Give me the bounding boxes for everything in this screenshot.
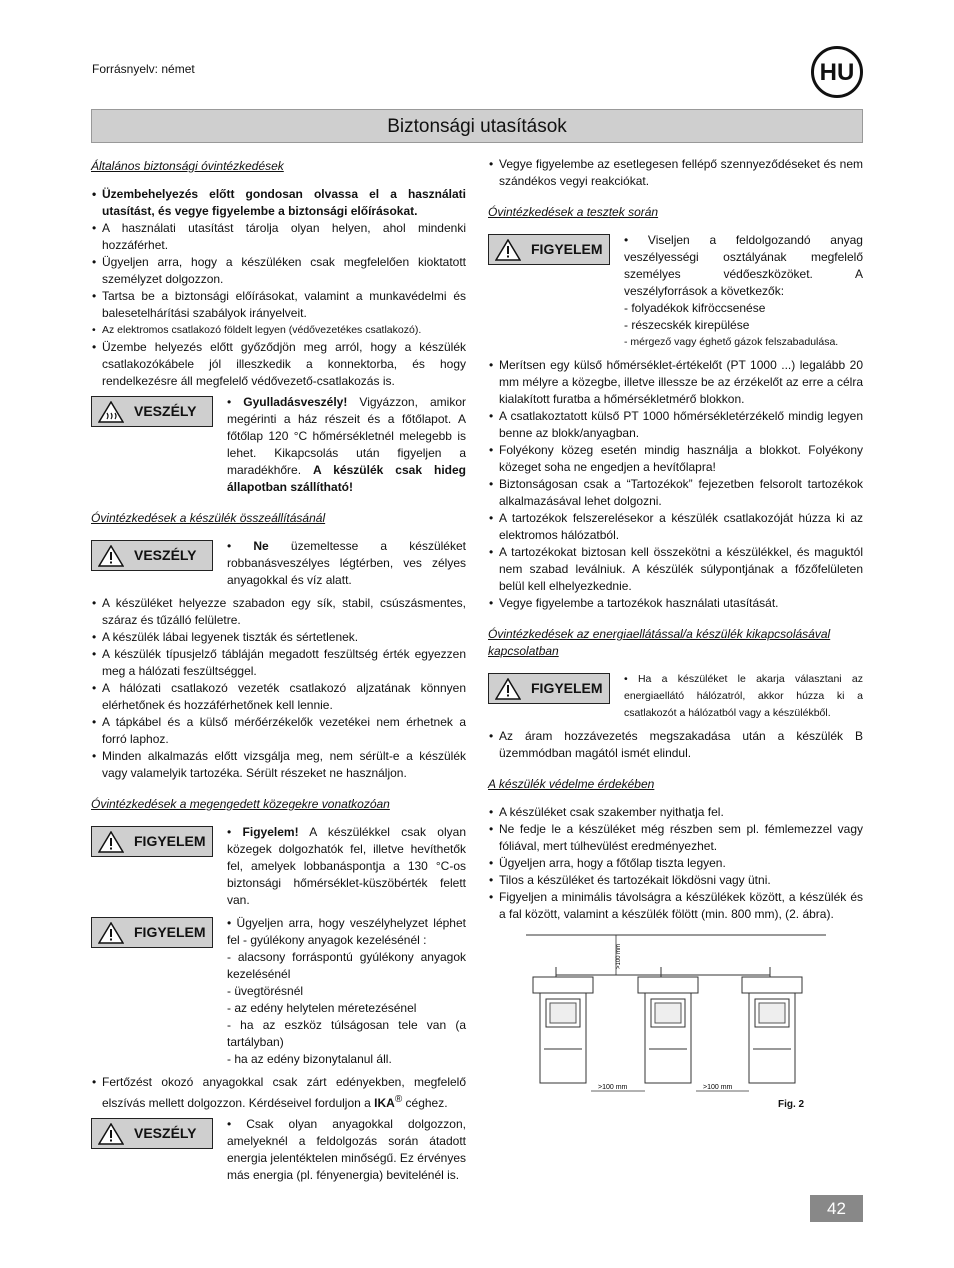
danger-notice xyxy=(91,394,466,496)
section-heading: Óvintézkedések a megengedett közegekre vonatkozóan xyxy=(91,797,390,811)
left-column xyxy=(91,156,466,1190)
list-item xyxy=(91,1074,466,1112)
list-item: • Tilos a készüléket és tartozékait lökdösni vagy ütni. xyxy=(488,872,863,889)
warning-notice xyxy=(91,824,466,909)
bullet-list xyxy=(91,1074,466,1112)
warning-label-text: FIGYELEM xyxy=(531,241,603,257)
danger-notice xyxy=(91,1116,466,1184)
danger-text: • Ne üzemeltesse a készüléket robbanásveszélyes légtérben, ves zélyes anyagokkal és víz alatt. xyxy=(227,539,466,587)
danger-label-text: VESZÉLY xyxy=(134,403,197,419)
exclamation-warning-icon xyxy=(98,922,124,944)
list-item: • Ne fedje le a készüléket még részben sem pl. fémlemezzel vagy fóliával, mert túlhevülést eredményezhet. xyxy=(488,821,863,855)
warning-body: Viseljen a feldolgozandó anyag veszélyességi osztályának megfelelő személyes védőeszközöket. A veszélyforrások a következők: xyxy=(624,233,863,298)
danger-label xyxy=(91,1118,213,1149)
section-heading: Óvintézkedések a készülék összeállításánál xyxy=(91,511,326,525)
warning-text: • Ügyeljen arra, hogy veszélyhelyzet léphet fel - gyúlékony anyagok kezelésénél : - alacsony forráspontú gyúlékony anyagok kezelésénél - üvegtörésnél - az edény helytelen méretezésénel - ha az eszköz túlságosan tele van (a tartályban) - ha az edény bizonytalanul áll. xyxy=(227,916,466,1066)
warning-body: A készülékkel csak olyan közegek dolgozhatók fel, illetve hevíthetők fel, amelyek lobbanáspontja a 130 °C-os biztonsági hőmérséklet-küszöbérték felett van. xyxy=(227,825,466,907)
sub-item: - ha az eszköz túlságosan tele van (a tartályban) xyxy=(227,1018,466,1049)
list-item: • A hálózati csatlakozó vezeték csatlakozó aljzatának könnyen elérhetőnek és hozzáférhetőnek kell lennie. xyxy=(91,680,466,714)
exclamation-warning-icon xyxy=(495,678,521,700)
sub-item: - ha az edény bizonytalanul áll. xyxy=(227,1052,392,1066)
page-number: 42 xyxy=(810,1195,863,1222)
list-item: • A készülék típusjelző tábláján megadott feszültség érték egyezzen meg a hálózati feszültséggel. xyxy=(91,646,466,680)
dim-right-label: >100 mm xyxy=(703,1084,733,1091)
exclamation-warning-icon xyxy=(98,831,124,853)
danger-notice xyxy=(91,538,466,589)
danger-body: Vigyázzon, amikor megérinti a ház részeit és a főtőlapot. A főtőlap 120 °C hőmérsékletnél melegebb is lehet. Kikapcsolás után figyeljen a maradékhőre. xyxy=(227,395,466,477)
bullet-list xyxy=(488,357,863,612)
list-item: • Az áram hozzávezetés megszakadása után a készülék B üzemmódban magától ismét elindul. xyxy=(488,728,863,762)
danger-label-text: VESZÉLY xyxy=(134,547,197,563)
danger-body: Csak olyan anyagokkal dolgozzon, amelyeknél a feldolgozás során átadott energia jelentéktelen minőségű. Ez érvényes más energia (pl. fényenergia) bevitelénél is. xyxy=(227,1117,466,1182)
list-item: • Merítsen egy külső hőmérséklet-értékelőt (PT 1000 ...) legalább 20 mm mélyre a közegbe, illetve illessze be az érzékelőt az erre a célra kialakított furatba a hőmérsékletmérő blokkon. xyxy=(488,357,863,408)
list-item: • A csatlakoztatott külső PT 1000 hőmérsékletérzékelő mindig legyen benne az blokk/anyagban. xyxy=(488,408,863,442)
danger-label xyxy=(91,540,213,571)
source-language-note: Forrásnyelv: német xyxy=(92,62,195,76)
list-item: • A készülék lábai legyenek tiszták és sértetlenek. xyxy=(91,629,466,646)
list-item: • Tartsa be a biztonsági előírásokat, valamint a munkavédelmi és balesetelhárítási szabályok irányelveit. xyxy=(91,288,466,322)
warning-text: • Figyelem! A készülékkel csak olyan közegek dolgozhatók fel, illetve hevíthetők fel, amelyek lobbanáspontja a 130 °C-os biztonsági hőmérséklet-küszöbérték felett van. xyxy=(227,825,466,907)
warning-label xyxy=(488,673,610,704)
list-item: • Üzembehelyezés előtt gondosan olvassa el a használati utasítást, és vegye figyelembe a biztonsági előírásokat. xyxy=(91,186,466,220)
brand-name: IKA xyxy=(374,1096,395,1110)
device-unit xyxy=(533,967,593,1083)
list-item: • A készüléket csak szakember nyithatja fel. xyxy=(488,804,863,821)
device-spacing-figure xyxy=(488,933,863,1108)
list-item: • Ügyeljen arra, hogy a főtőlap tiszta legyen. xyxy=(488,855,863,872)
language-badge: HU xyxy=(811,46,863,98)
list-item: • Minden alkalmazás előtt vizsgálja meg, nem sérült-e a készülék vagy valamelyik tartozéka. Sérült részeket ne használjon. xyxy=(91,748,466,782)
bullet-list xyxy=(91,595,466,782)
device-unit xyxy=(638,967,698,1083)
danger-lead: Ne xyxy=(253,539,269,553)
sub-item: - folyadékok kifröccsenése xyxy=(624,301,766,315)
list-item: • Vegye figyelembe a tartozékok használati utasítását. xyxy=(488,595,863,612)
danger-text: • Csak olyan anyagokkal dolgozzon, amelyeknél a feldolgozás során átadott energia jelentéktelen minőségű. Ez érvényes más energia (pl. fényenergia) bevitelénél is. xyxy=(227,1117,466,1182)
danger-emphasis: A készülék csak hideg állapotban szállítható! xyxy=(227,463,466,494)
list-item: • Figyeljen a minimális távolságra a készülékek között, a készülék és a fal között, valamint a készülék fölött (min. 800 mm), (2. ábra). xyxy=(488,889,863,923)
warning-body: Ügyeljen arra, hogy veszélyhelyzet léphet fel - gyúlékony anyagok kezelésénél : xyxy=(227,916,466,947)
list-item: • Folyékony közeg esetén mindig használja a blokkot. Folyékony közeget soha ne engedjen a hevítőlapra! xyxy=(488,442,863,476)
warning-label xyxy=(488,234,610,265)
exclamation-warning-icon xyxy=(98,1123,124,1145)
warning-label xyxy=(91,917,213,948)
sub-item: - alacsony forráspontú gyúlékony anyagok kezelésénél xyxy=(227,950,466,981)
danger-label-text: VESZÉLY xyxy=(134,1125,197,1141)
section-heading: Óvintézkedések a tesztek során xyxy=(488,205,659,219)
figure-caption: Fig. 2 xyxy=(778,1099,805,1110)
right-column xyxy=(488,156,863,1108)
list-item: • A tartozékok felszerelésekor a készülék csatlakozóját húzza ki az elektromos hálózatból. xyxy=(488,510,863,544)
list-item-text: céghez. xyxy=(402,1096,448,1110)
dim-left-label: >100 mm xyxy=(598,1084,628,1091)
list-item: • Ügyeljen arra, hogy a készüléken csak megfelelően kioktatott személyzet dolgozzon. xyxy=(91,254,466,288)
exclamation-warning-icon xyxy=(98,545,124,567)
section-heading: A készülék védelme érdekében xyxy=(488,777,655,791)
warning-label-text: FIGYELEM xyxy=(134,924,206,940)
danger-body: üzemeltesse a készüléket robbanásveszélyes légtérben, ves zélyes anyagokkal és víz alatt. xyxy=(227,539,466,587)
list-item: • A használati utasítást tárolja olyan helyen, ahol mindenki hozzáférhet. xyxy=(91,220,466,254)
sub-item: - az edény helytelen méretezésénel xyxy=(227,1001,417,1015)
warning-body: Ha a készüléket le akarja választani az energiaellátó hálózatról, akkor húzza ki a csatlakozót a hálózatból vagy a készülékből. xyxy=(624,673,863,719)
device-spacing-diagram xyxy=(488,933,828,1103)
warning-text: • Viseljen a feldolgozandó anyag veszélyességi osztályának megfelelő személyes védőeszközöket. A veszélyforrások a következők: - folyadékok kifröccsenése - részecskék kirepülése - mérgező vagy éghető gázok felszabadulása. xyxy=(624,232,863,351)
danger-lead: Gyulladásveszély! xyxy=(243,395,348,409)
warning-lead: Figyelem! xyxy=(242,825,299,839)
sub-item: - részecskék kirepülése xyxy=(624,318,750,332)
page-title: Biztonsági utasítások xyxy=(91,109,863,143)
list-item: • A készüléket helyezze szabadon egy sík, stabil, csúszásmentes, száraz és tűzálló felületre. xyxy=(91,595,466,629)
bullet-list xyxy=(488,156,863,190)
sub-item: - mérgező vagy éghető gázok felszabadulása. xyxy=(624,336,839,348)
section-heading: Általános biztonsági óvintézkedések xyxy=(91,159,284,173)
list-item: • Vegye figyelembe az esetlegesen fellépő szennyeződéseket és nem szándékos vegyi reakciókat. xyxy=(488,156,863,190)
hot-surface-warning-icon xyxy=(98,401,124,423)
registered-mark: ® xyxy=(394,1094,403,1105)
bullet-list xyxy=(488,804,863,923)
warning-label-text: FIGYELEM xyxy=(134,833,206,849)
bullet-list xyxy=(91,186,466,390)
warning-label-text: FIGYELEM xyxy=(531,680,603,696)
list-item: • Üzembe helyezés előtt győződjön meg arról, hogy a készülék csatlakozókábele jól illeszkedik a konnektorba, és hogy rendelkezésre áll megfelelő védővezető-csatlakozás is. xyxy=(91,339,466,390)
section-heading: Óvintézkedések az energiaellátással/a készülék kikapcsolásával kapcsolatban xyxy=(488,627,831,658)
dim-top-label: >100 mm xyxy=(616,943,622,969)
sub-item: - üvegtörésnél xyxy=(227,984,304,998)
warning-notice xyxy=(488,671,863,722)
list-item: • Az elektromos csatlakozó földelt legyen (védővezetékes csatlakozó). xyxy=(91,322,466,339)
list-item: • A tápkábel és a külső mérőérzékelők vezetékei nem érhetnek a forró laphoz. xyxy=(91,714,466,748)
warning-notice xyxy=(91,915,466,1068)
list-item-text: Fertőzést okozó anyagokkal csak zárt edényekben, megfelelő elszívás mellett dolgozzon. Kérdéseivel forduljon a xyxy=(102,1075,466,1110)
warning-text: • Ha a készüléket le akarja választani az energiaellátó hálózatról, akkor húzza ki a csatlakozót a hálózatból vagy a készülékből. xyxy=(624,673,863,719)
list-item: • Biztonságosan csak a “Tartozékok” fejezetben felsorolt tartozékok alkalmazásával lehet dolgozni. xyxy=(488,476,863,510)
danger-label xyxy=(91,396,213,427)
danger-text: • Gyulladásveszély! Vigyázzon, amikor megérinti a ház részeit és a főtőlapot. A főtőlap 120 °C hőmérsékletnél melegebb is lehet. Kikapcsolás után figyeljen a maradékhőre. A készülék csak hideg állapotban szállítható! xyxy=(227,395,466,494)
device-unit xyxy=(742,967,802,1083)
warning-notice xyxy=(488,232,863,351)
exclamation-warning-icon xyxy=(495,239,521,261)
warning-label xyxy=(91,826,213,857)
bullet-list xyxy=(488,728,863,762)
list-item: • A tartozékokat biztosan kell összekötni a készülékkel, és maguktól nem szabad leválniuk. A készülék súlypontjának a főzőfelületen belül kell elhelyezkednie. xyxy=(488,544,863,595)
